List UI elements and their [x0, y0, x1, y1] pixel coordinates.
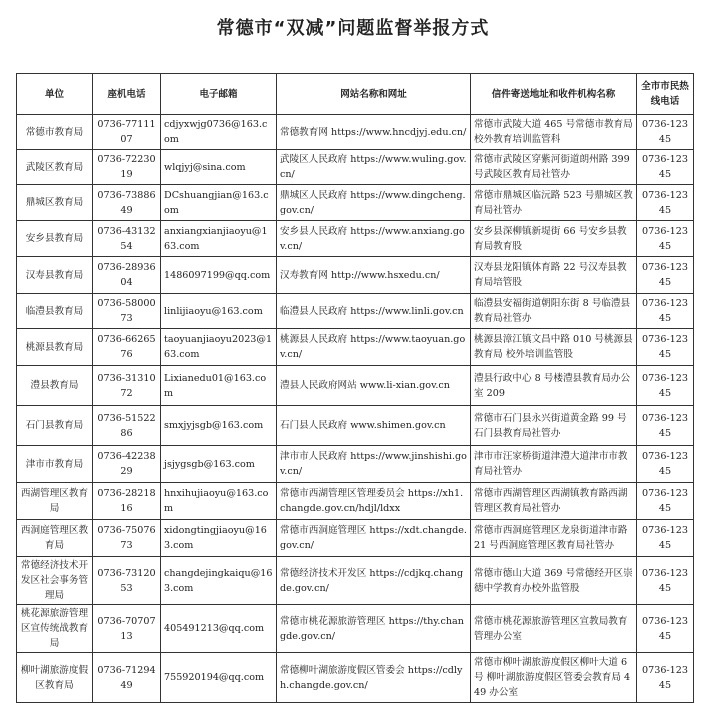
- address-cell: 常德市鼎城区临沅路 523 号鼎城区教育局社管办: [471, 185, 637, 221]
- hotline-cell: 0736-12345: [637, 605, 694, 653]
- address-cell: 常德市桃花源旅游管理区宣教局教育管理办公室: [471, 605, 637, 653]
- unit-cell: 武陵区教育局: [17, 150, 93, 185]
- hotline-cell: 0736-12345: [637, 257, 694, 294]
- email-cell: linlijiaoyu@163.com: [161, 294, 277, 329]
- header-email: 电子邮箱: [161, 74, 277, 115]
- phone-cell: 0736-5800073: [93, 294, 161, 329]
- website-cell: 常德市西洞庭管理区 https://xdt.changde.gov.cn/: [277, 520, 471, 557]
- email-cell: smxjyjsgb@163.com: [161, 406, 277, 446]
- phone-cell: 0736-7129449: [93, 653, 161, 703]
- unit-cell: 桃源县教育局: [17, 329, 93, 366]
- unit-cell: 澧县教育局: [17, 366, 93, 406]
- unit-cell: 柳叶湖旅游度假区教育局: [17, 653, 93, 703]
- address-cell: 汉寿县龙阳镇体育路 22 号汉寿县教育局培管股: [471, 257, 637, 294]
- table-row: [17, 185, 694, 221]
- email-cell: anxiangxianjiaoyu@163.com: [161, 221, 277, 257]
- header-address: 信件寄送地址和收件机构名称: [471, 74, 637, 115]
- email-cell: jsjygsgb@163.com: [161, 446, 277, 483]
- hotline-cell: 0736-12345: [637, 115, 694, 150]
- website-cell: 常德教育网 https://www.hncdjyj.edu.cn/: [277, 115, 471, 150]
- email-cell: taoyuanjiaoyu2023@163.com: [161, 329, 277, 366]
- phone-cell: 0736-7223019: [93, 150, 161, 185]
- unit-cell: 汉寿县教育局: [17, 257, 93, 294]
- email-cell: cdjyxwjg0736@163.com: [161, 115, 277, 150]
- unit-cell: 石门县教育局: [17, 406, 93, 446]
- email-cell: 1486097199@qq.com: [161, 257, 277, 294]
- website-cell: 澧县人民政府网站 www.li-xian.gov.cn: [277, 366, 471, 406]
- table-row: [17, 257, 694, 294]
- hotline-cell: 0736-12345: [637, 221, 694, 257]
- unit-cell: 常德市教育局: [17, 115, 93, 150]
- email-cell: Lixianedu01@163.com: [161, 366, 277, 406]
- website-cell: 汉寿教育网 http://www.hsxedu.cn/: [277, 257, 471, 294]
- email-cell: xidongtingjiaoyu@163.com: [161, 520, 277, 557]
- table-row: [17, 520, 694, 557]
- table-row: [17, 366, 694, 406]
- table-row: [17, 653, 694, 703]
- hotline-cell: 0736-12345: [637, 329, 694, 366]
- phone-cell: 0736-4223829: [93, 446, 161, 483]
- unit-cell: 西洞庭管理区教育局: [17, 520, 93, 557]
- unit-cell: 常德经济技术开发区社会事务管理局: [17, 557, 93, 605]
- table-row: [17, 483, 694, 520]
- unit-cell: 安乡县教育局: [17, 221, 93, 257]
- header-phone: 座机电话: [93, 74, 161, 115]
- table-row: [17, 406, 694, 446]
- hotline-cell: 0736-12345: [637, 150, 694, 185]
- website-cell: 鼎城区人民政府 https://www.dingcheng.gov.cn/: [277, 185, 471, 221]
- hotline-cell: 0736-12345: [637, 185, 694, 221]
- hotline-cell: 0736-12345: [637, 520, 694, 557]
- hotline-cell: 0736-12345: [637, 446, 694, 483]
- hotline-cell: 0736-12345: [637, 294, 694, 329]
- table-header-row: [17, 74, 694, 115]
- unit-cell: 津市市教育局: [17, 446, 93, 483]
- address-cell: 常德市武陵区穿紫河街道朗州路 399 号武陵区教育局社管办: [471, 150, 637, 185]
- address-cell: 常德市西湖管理区西湖镇教育路西湖管理区教育局社管办: [471, 483, 637, 520]
- address-cell: 津市市汪家桥街道津澧大道津市市教育局社管办: [471, 446, 637, 483]
- website-cell: 石门县人民政府 www.shimen.gov.cn: [277, 406, 471, 446]
- header-website: 网站名称和网址: [277, 74, 471, 115]
- website-cell: 常德经济技术开发区 https://cdjkq.changde.gov.cn/: [277, 557, 471, 605]
- table-row: [17, 605, 694, 653]
- email-cell: wlqjyj@sina.com: [161, 150, 277, 185]
- table-row: [17, 446, 694, 483]
- email-cell: hnxihujiaoyu@163.com: [161, 483, 277, 520]
- website-cell: 安乡县人民政府 https://www.anxiang.gov.cn/: [277, 221, 471, 257]
- website-cell: 常德市桃花源旅游管理区 https://thy.changde.gov.cn/: [277, 605, 471, 653]
- report-contact-table: [16, 73, 694, 703]
- hotline-cell: 0736-12345: [637, 366, 694, 406]
- phone-cell: 0736-7070713: [93, 605, 161, 653]
- address-cell: 澧县行政中心 8 号楼澧县教育局办公室 209: [471, 366, 637, 406]
- address-cell: 常德市石门县永兴街道黄金路 99 号石门县教育局社管办: [471, 406, 637, 446]
- address-cell: 临澧县安福街道朝阳东街 8 号临澧县教育局社管办: [471, 294, 637, 329]
- table-row: [17, 115, 694, 150]
- table-row: [17, 329, 694, 366]
- email-cell: 405491213@qq.com: [161, 605, 277, 653]
- website-cell: 常德市西湖管理区管理委员会 https://xh1.changde.gov.cn/hdjl/ldxx: [277, 483, 471, 520]
- email-cell: DCshuangjian@163.com: [161, 185, 277, 221]
- hotline-cell: 0736-12345: [637, 483, 694, 520]
- phone-cell: 0736-7312053: [93, 557, 161, 605]
- phone-cell: 0736-6626576: [93, 329, 161, 366]
- email-cell: 755920194@qq.com: [161, 653, 277, 703]
- phone-cell: 0736-2893604: [93, 257, 161, 294]
- unit-cell: 临澧县教育局: [17, 294, 93, 329]
- phone-cell: 0736-7507673: [93, 520, 161, 557]
- hotline-cell: 0736-12345: [637, 653, 694, 703]
- header-unit: 单位: [17, 74, 93, 115]
- table-row: [17, 294, 694, 329]
- header-hotline: 全市市民热线电话: [637, 74, 694, 115]
- website-cell: 临澧县人民政府 https://www.linli.gov.cn: [277, 294, 471, 329]
- phone-cell: 0736-7711107: [93, 115, 161, 150]
- unit-cell: 西湖管理区教育局: [17, 483, 93, 520]
- unit-cell: 桃花源旅游管理区宣传统战教育局: [17, 605, 93, 653]
- website-cell: 常德柳叶湖旅游度假区管委会 https://cdlyh.changde.gov.cn/: [277, 653, 471, 703]
- website-cell: 武陵区人民政府 https://www.wuling.gov.cn/: [277, 150, 471, 185]
- table-row: [17, 557, 694, 605]
- hotline-cell: 0736-12345: [637, 406, 694, 446]
- address-cell: 常德市武陵大道 465 号常德市教育局校外教育培训监管科: [471, 115, 637, 150]
- address-cell: 常德市柳叶湖旅游度假区柳叶大道 6 号 柳叶湖旅游度假区管委会教育局 449 办公室: [471, 653, 637, 703]
- email-cell: changdejingkaiqu@163.com: [161, 557, 277, 605]
- phone-cell: 0736-4313254: [93, 221, 161, 257]
- website-cell: 津市市人民政府 https://www.jinshishi.gov.cn/: [277, 446, 471, 483]
- website-cell: 桃源县人民政府 https://www.taoyuan.gov.cn/: [277, 329, 471, 366]
- hotline-cell: 0736-12345: [637, 557, 694, 605]
- phone-cell: 0736-7388649: [93, 185, 161, 221]
- table-row: [17, 150, 694, 185]
- phone-cell: 0736-2821816: [93, 483, 161, 520]
- unit-cell: 鼎城区教育局: [17, 185, 93, 221]
- phone-cell: 0736-5152286: [93, 406, 161, 446]
- table-row: [17, 221, 694, 257]
- address-cell: 桃源县漳江镇文昌中路 010 号桃源县教育局 校外培训监管股: [471, 329, 637, 366]
- phone-cell: 0736-3131072: [93, 366, 161, 406]
- address-cell: 安乡县深柳镇新堤街 66 号安乡县教育局教育股: [471, 221, 637, 257]
- page-title: 常德市“双减”问题监督举报方式: [216, 18, 490, 39]
- address-cell: 常德市德山大道 369 号常德经开区崇德中学教育办校外监管股: [471, 557, 637, 605]
- address-cell: 常德市西洞庭管理区龙泉街道津市路 21 号西洞庭管理区教育局社管办: [471, 520, 637, 557]
